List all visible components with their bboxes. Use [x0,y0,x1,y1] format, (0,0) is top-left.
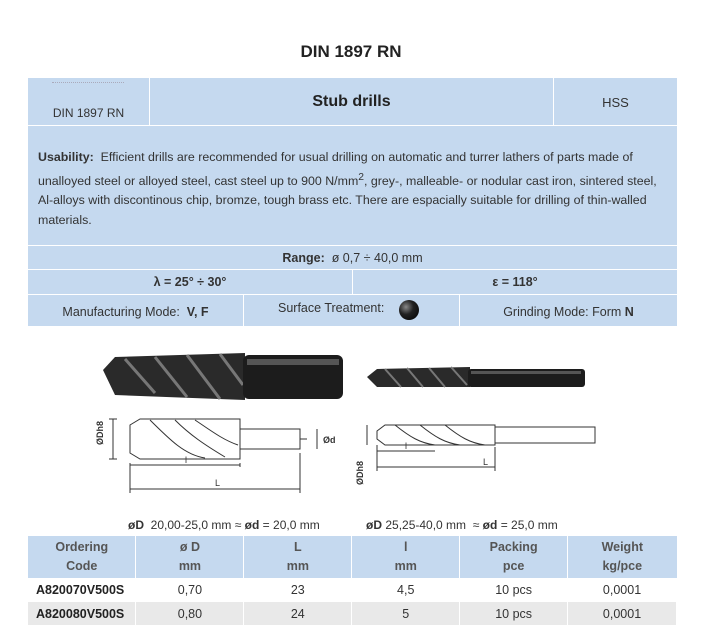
drill-drawings [95,345,615,520]
diameter-cell: 0,70 [136,578,244,602]
col-header-line1: Weight [601,540,643,554]
col-header-line2: mm [394,559,417,573]
ordering-code-cell: A820080V500S [28,602,136,626]
grinding-label: Grinding Mode: Form [503,305,622,319]
drawing-right [367,425,595,471]
table-row [28,578,677,602]
col-header-weight [568,536,677,578]
left-l-small-label: l [185,455,187,465]
right-caption-a: øD [366,518,382,532]
left-caption-d: = 20,0 mm [262,518,320,532]
range-line [28,251,677,265]
col-header-line2: mm [286,559,309,573]
usability-text-b: , grey-, malleable- or nodular cast iron, sintered steel, Al-alloys with discontinous chip, bromze, tough brass etc. There are espacially suitable for drilling of thin-walled materials. [38,173,657,227]
col-header-line1: L [294,540,302,554]
col-header-line1: ø D [179,540,200,554]
right-caption-e: = 25,0 mm [500,518,558,532]
spec-table [28,536,677,626]
right-l-total-label: L [483,457,489,467]
left-caption-a: øD [128,518,144,532]
usability-text-a: Efficient drills are recommended for usual drilling on automatic and turrer lathers of parts made of unalloyed steel or alloyed steel, cast steel up to 900 N/mm [38,150,633,188]
stub-drill-photo-large [103,353,343,400]
epsilon-panel [353,270,677,294]
range-panel [28,246,677,269]
usability-label: Usability: [38,150,94,164]
left-d-label: Ød [323,435,336,445]
grinding-mode-panel [460,295,677,326]
col-header-flute-length [352,536,460,578]
col-header-line1: Packing [489,540,538,554]
manufacturing-mode [28,305,243,319]
weight-cell: 0,0001 [568,578,677,602]
left-caption-b: 20,00-25,0 mm ≈ [150,518,242,532]
packing-cell: 10 pcs [460,602,568,626]
col-header-line2: Code [66,559,98,573]
table-header-row [28,536,677,578]
product-name: Stub drills [312,93,391,110]
col-header-ordering-code [28,536,136,578]
col-header-line2: kg/pce [602,559,643,573]
table-row [28,602,677,626]
black-oxide-ball-icon [399,300,419,320]
lambda-value: λ = 25° ÷ 30° [153,275,227,289]
col-header-line1: l [403,540,408,554]
manufacturing-label: Manufacturing Mode: [62,305,180,319]
flute-length-cell: 4,5 [352,578,460,602]
usability-panel [28,126,677,245]
material-label: HSS [602,95,629,110]
col-header-total-length [244,536,352,578]
usability-sup: 2 [358,171,365,183]
grinding-mode [460,305,677,319]
total-length-cell: 24 [244,602,352,626]
standard-cell [28,78,149,125]
range-label: Range: [282,251,325,265]
total-length-cell: 23 [244,578,352,602]
range-value: ø 0,7 ÷ 40,0 mm [331,251,423,265]
manufacturing-mode-panel [28,295,243,326]
left-dh8-label: ØDh8 [95,420,105,445]
right-dimension-caption [366,518,558,532]
col-header-diameter [136,536,244,578]
right-l-small-label: l [405,441,407,451]
left-l-total-label: L [215,478,221,488]
right-caption-d: ød [482,518,498,532]
right-caption-b: 25,25-40,0 mm [385,518,467,532]
standard-thumbnail [52,82,124,87]
weight-cell: 0,0001 [568,602,677,626]
page-title: DIN 1897 RN [300,42,402,61]
right-caption-c: ≈ [472,518,480,532]
ordering-code-cell: A820070V500S [28,578,136,602]
col-header-packing [460,536,568,578]
drawing-left [109,419,317,493]
flute-length-cell: 5 [352,602,460,626]
col-header-line2: pce [502,559,525,573]
manufacturing-value: V, F [186,305,209,319]
lambda-panel [28,270,352,294]
stub-drill-photo-small [367,367,585,387]
left-dimension-caption [128,518,320,532]
col-header-line2: mm [178,559,202,573]
standard-label: DIN 1897 RN [52,106,125,120]
col-header-line1: Ordering [55,540,109,554]
surface-label: Surface Treatment: [278,301,385,315]
product-name-cell [150,78,553,125]
packing-cell: 10 pcs [460,578,568,602]
surface-treatment-panel [244,295,459,326]
left-caption-c: ød [244,518,260,532]
material-cell [554,78,677,125]
usability-text [38,148,670,230]
grinding-value: N [624,305,634,319]
diameter-cell: 0,80 [136,602,244,626]
epsilon-value: ε = 118° [492,275,538,289]
right-dh8-label: ØDh8 [355,460,365,485]
